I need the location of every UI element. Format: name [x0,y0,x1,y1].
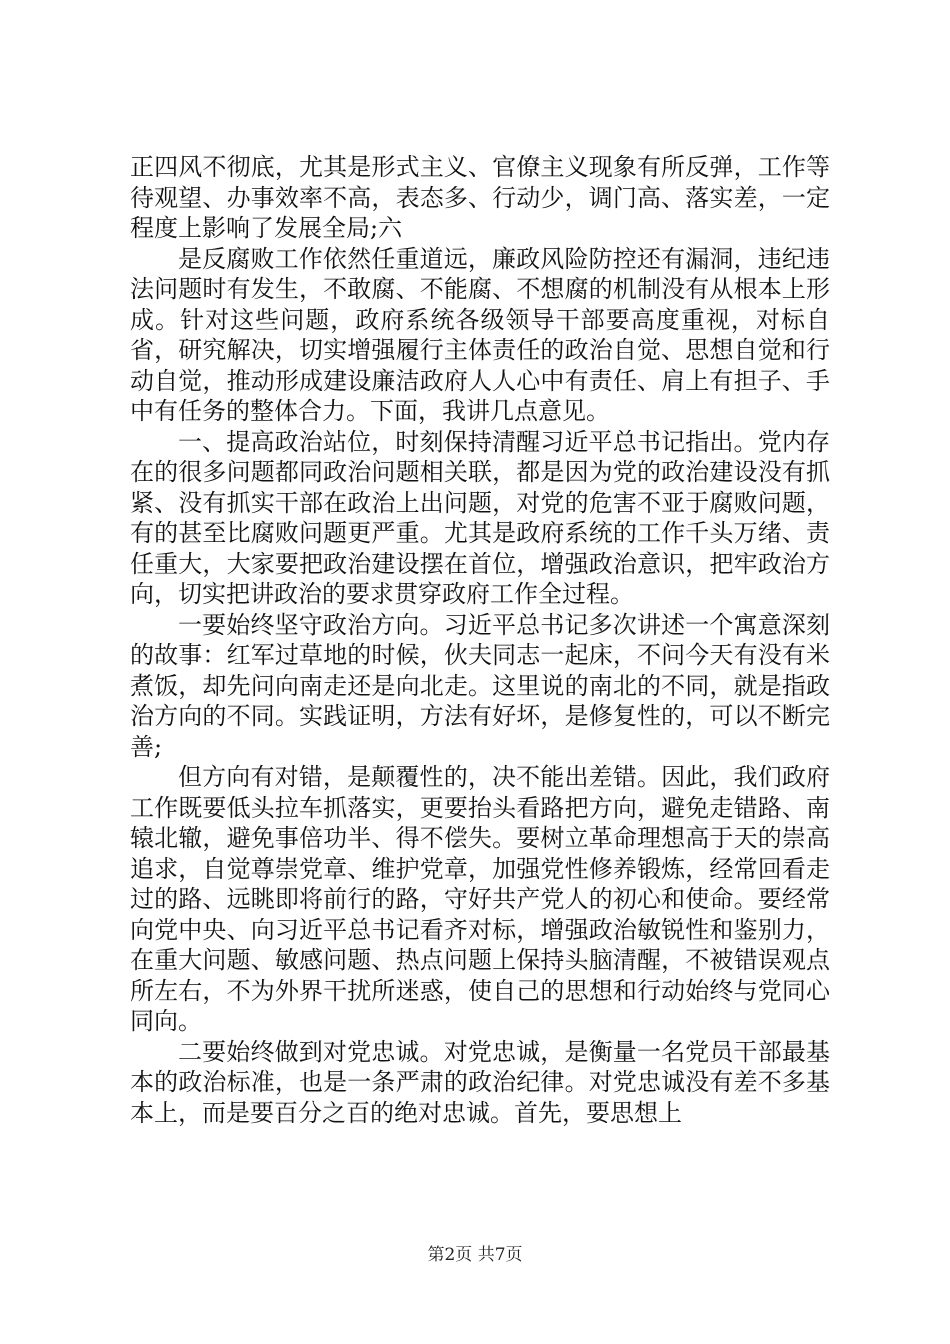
paragraph-1: 正四风不彻底，尤其是形式主义、官僚主义现象有所反弹，工作等待观望、办事效率不高，表态多、行动少，调门高、落实差，一定程度上影响了发展全局;六 [130,153,830,242]
paragraph-3: 一、提高政治站位，时刻保持清醒习近平总书记指出。党内存在的很多问题都同政治问题相关联，都是因为党的政治建设没有抓紧、没有抓实干部在政治上出问题，对党的危害不亚于腐败问题，有的甚至比腐败问题更严重。尤其是政府系统的工作千头万绪、责任重大，大家要把政治建设摆在首位，增强政治意识，把牢政治方向，切实把讲政治的要求贯穿政府工作全过程。 [130,427,830,608]
paragraph-5: 但方向有对错，是颠覆性的，决不能出差错。因此，我们政府工作既要低头拉车抓落实，更要抬头看路把方向，避免走错路、南辕北辙，避免事倍功半、得不偿失。要树立革命理想高于天的崇高追求，自觉尊崇党章、维护党章，加强党性修养锻炼，经常回看走过的路、远眺即将前行的路，守好共产党人的初心和使命。要经常向党中央、向习近平总书记看齐对标，增强政治敏锐性和鉴别力，在重大问题、敏感问题、热点问题上保持头脑清醒，不被错误观点所左右，不为外界干扰所迷惑，使自己的思想和行动始终与党同心同向。 [130,763,830,1035]
paragraph-2: 是反腐败工作依然任重道远，廉政风险防控还有漏洞，违纪违法问题时有发生，不敢腐、不能腐、不想腐的机制没有从根本上形成。针对这些问题，政府系统各级领导干部要高度重视，对标自省，研究解决，切实增强履行主体责任的政治自觉、思想自觉和行动自觉，推动形成建设廉洁政府人人心中有责任、肩上有担子、手中有任务的整体合力。下面，我讲几点意见。 [130,244,830,425]
paragraph-6: 二要始终做到对党忠诚。对党忠诚，是衡量一名党员干部最基本的政治标准，也是一条严肃的政治纪律。对党忠诚没有差不多基本上，而是要百分之百的绝对忠诚。首先，要思想上 [130,1037,830,1127]
document-body [130,152,830,1128]
page-number-footer: 第2页 共7页 [427,1245,523,1265]
paragraph-4: 一要始终坚守政治方向。习近平总书记多次讲述一个寓意深刻的故事：红军过草地的时候，伙夫同志一起床，不问今天有没有米煮饭，却先问向南走还是向北走。这里说的南北的不同，就是指政治方向的不同。实践证明，方法有好坏，是修复性的，可以不断完善; [130,610,830,761]
